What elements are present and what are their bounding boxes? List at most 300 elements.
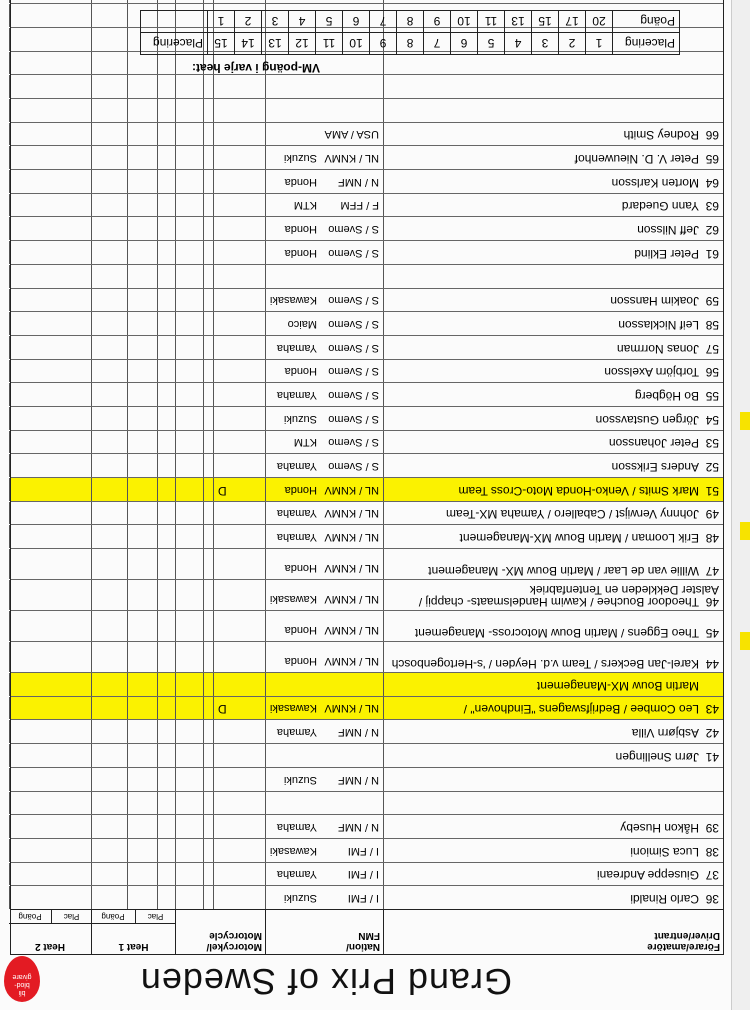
result-cell — [157, 697, 175, 720]
table-row — [11, 311, 723, 335]
mark-cell — [213, 768, 265, 791]
motorcycle: KTM — [293, 436, 317, 449]
driver-cell — [383, 478, 723, 501]
placing-cell: 3 — [532, 33, 559, 55]
driver-name: Karel-Jan Beckers / Team v.d. Heyden / 's-Hertogenbosch — [391, 657, 699, 672]
mark-cell — [213, 839, 265, 862]
driver-cell — [383, 863, 723, 886]
result-cell — [175, 383, 203, 406]
result-cell — [127, 792, 157, 815]
result-cell — [175, 289, 203, 312]
mark-cell — [213, 265, 265, 288]
result-cell — [9, 502, 91, 525]
nation-moto-cell — [265, 407, 383, 430]
result-cell — [203, 863, 213, 886]
result-cell — [91, 312, 127, 335]
result-cell — [91, 792, 127, 815]
mark-cell — [213, 99, 265, 122]
result-cell — [9, 218, 91, 241]
start-number: 37 — [705, 868, 719, 883]
start-number: 62 — [705, 223, 719, 238]
driver-cell — [383, 99, 723, 122]
table-row — [11, 838, 723, 862]
start-number: 54 — [705, 412, 719, 427]
start-number: 43 — [705, 702, 719, 717]
result-cell — [203, 218, 213, 241]
placering-end-label: Placering — [141, 33, 208, 55]
driver-name: Giuseppe Andreani — [596, 868, 699, 883]
motorcycle: Suzuki — [283, 412, 317, 425]
result-cell — [175, 194, 203, 217]
driver-name: Jørn Snellingen — [615, 749, 699, 764]
result-cell — [91, 454, 127, 477]
nation: NL / KNMV — [324, 702, 379, 715]
table-row — [11, 240, 723, 264]
nation-moto-cell — [265, 75, 383, 98]
start-number: 52 — [705, 460, 719, 475]
driver-name: Bo Högberg — [634, 389, 699, 403]
table-row — [11, 74, 723, 98]
nation-moto-cell — [265, 312, 383, 335]
motorcycle: Suzuki — [283, 892, 317, 904]
driver-cell — [383, 673, 723, 696]
driver-cell — [383, 549, 723, 579]
result-cell — [175, 265, 203, 288]
result-cell — [127, 611, 157, 641]
motorcycle: Suzuki — [283, 773, 317, 786]
table-row — [11, 288, 723, 312]
result-cell — [175, 431, 203, 454]
result-cell — [9, 673, 91, 696]
start-number: 65 — [705, 152, 719, 167]
edge-tab — [740, 632, 750, 650]
nation: S / Svemo — [328, 436, 379, 449]
result-cell — [127, 863, 157, 886]
result-cell — [157, 194, 175, 217]
driver-cell — [383, 265, 723, 288]
score-cell: 6 — [343, 11, 370, 33]
result-cell — [203, 241, 213, 264]
table-row — [11, 453, 723, 477]
result-cell — [91, 886, 127, 909]
result-cell — [91, 241, 127, 264]
nation-moto-cell — [265, 99, 383, 122]
motorcycle: Honda — [284, 655, 317, 668]
result-cell — [127, 431, 157, 454]
result-cell — [157, 52, 175, 75]
result-cell — [9, 454, 91, 477]
result-cell — [91, 549, 127, 579]
result-cell — [9, 123, 91, 146]
mark-cell — [213, 123, 265, 146]
result-cell — [175, 815, 203, 838]
nation: S / Svemo — [328, 412, 379, 425]
result-cell — [175, 863, 203, 886]
result-cell — [175, 721, 203, 744]
result-cell — [91, 4, 127, 27]
result-cell — [91, 839, 127, 862]
result-cell — [91, 502, 127, 525]
result-cell — [127, 407, 157, 430]
result-cell — [127, 312, 157, 335]
result-cell — [127, 265, 157, 288]
result-cell — [127, 289, 157, 312]
result-cell — [9, 4, 91, 27]
table-row — [11, 359, 723, 383]
table-row — [11, 169, 723, 193]
nation: S / Svemo — [328, 317, 379, 330]
red-badge-logo: bli blod- givare — [4, 956, 40, 1002]
result-cell — [175, 525, 203, 548]
header-motorcycle: Motorcykel/ Motorcycle — [175, 910, 265, 954]
start-number: 59 — [705, 294, 719, 309]
driver-cell — [383, 336, 723, 359]
result-cell — [175, 75, 203, 98]
result-cell — [91, 52, 127, 75]
table-row — [11, 579, 723, 610]
score-cell: 5 — [316, 11, 343, 33]
mark-cell — [213, 792, 265, 815]
motorcycle: Yamaha — [276, 726, 317, 739]
motorcycle: Honda — [284, 365, 317, 378]
result-cell — [127, 194, 157, 217]
mark-cell — [213, 525, 265, 548]
result-cell — [127, 886, 157, 909]
result-cell — [175, 886, 203, 909]
nation-moto-cell — [265, 792, 383, 815]
motorcycle: Honda — [284, 175, 317, 188]
nation-moto-cell — [265, 886, 383, 909]
driver-name: Willie van de Laar / Martin Bouw MX- Management — [428, 564, 699, 579]
driver-cell — [383, 611, 723, 641]
mark-cell — [213, 407, 265, 430]
result-cell — [157, 549, 175, 579]
score-cell: 10 — [451, 11, 478, 33]
driver-cell — [383, 454, 723, 477]
result-cell — [175, 146, 203, 169]
table-row — [11, 145, 723, 169]
result-cell — [91, 218, 127, 241]
result-cell — [9, 289, 91, 312]
driver-cell — [383, 697, 723, 720]
driver-cell — [383, 839, 723, 862]
placing-cell: 4 — [505, 33, 532, 55]
driver-cell — [383, 312, 723, 335]
result-cell — [9, 580, 91, 610]
result-cell — [127, 580, 157, 610]
driver-cell — [383, 289, 723, 312]
mark-cell — [213, 146, 265, 169]
driver-cell — [383, 170, 723, 193]
driver-cell — [383, 580, 723, 610]
start-number: 64 — [705, 175, 719, 190]
result-cell — [203, 768, 213, 791]
mark-cell — [213, 75, 265, 98]
result-cell — [157, 218, 175, 241]
result-cell — [9, 525, 91, 548]
result-cell — [175, 218, 203, 241]
placing-cell: 10 — [343, 33, 370, 55]
result-cell — [9, 52, 91, 75]
nation: N / NMF — [338, 773, 379, 786]
result-cell — [203, 75, 213, 98]
table-row — [11, 382, 723, 406]
nation: S / Svemo — [328, 223, 379, 236]
table-row — [11, 791, 723, 815]
driver-cell — [383, 0, 723, 3]
nation-moto-cell — [265, 241, 383, 264]
table-row — [11, 720, 723, 744]
nation: S / Svemo — [328, 365, 379, 378]
driver-name: Jonas Norrman — [616, 341, 699, 356]
table-row — [11, 122, 723, 146]
result-cell — [9, 611, 91, 641]
placering-label: Placering — [613, 33, 680, 55]
result-cell — [91, 289, 127, 312]
header-driver: Förare/amatöre Driver/entrant — [383, 910, 723, 954]
start-number: 66 — [705, 128, 719, 143]
result-cell — [127, 839, 157, 862]
edge-tab — [740, 412, 750, 430]
result-cell — [127, 768, 157, 791]
result-cell — [91, 863, 127, 886]
start-number: 44 — [705, 657, 719, 672]
result-cell — [91, 768, 127, 791]
result-cell — [9, 744, 91, 767]
result-cell — [203, 478, 213, 501]
nation-moto-cell — [265, 502, 383, 525]
nation: S / Svemo — [328, 341, 379, 354]
result-cell — [203, 0, 213, 3]
result-cell — [9, 431, 91, 454]
result-cell — [175, 839, 203, 862]
result-cell — [203, 502, 213, 525]
result-cell — [91, 146, 127, 169]
mark-cell — [213, 241, 265, 264]
result-cell — [203, 312, 213, 335]
table-row — [11, 767, 723, 791]
nation: S / Svemo — [328, 294, 379, 307]
score-cell: 20 — [586, 11, 613, 33]
result-cell — [9, 170, 91, 193]
table-row — [11, 477, 723, 501]
table-row — [11, 696, 723, 720]
result-cell — [9, 863, 91, 886]
result-cell — [157, 580, 175, 610]
result-cell — [175, 642, 203, 672]
nation: NL / KNMV — [324, 655, 379, 668]
nation-moto-cell — [265, 146, 383, 169]
result-cell — [91, 28, 127, 51]
driver-cell — [383, 75, 723, 98]
driver-cell — [383, 886, 723, 909]
result-cell — [203, 815, 213, 838]
nation-moto-cell — [265, 673, 383, 696]
driver-cell — [383, 123, 723, 146]
motorcycle: Suzuki — [283, 152, 317, 165]
placing-cell: 6 — [451, 33, 478, 55]
motorcycle: KTM — [293, 199, 317, 212]
mark-cell — [213, 431, 265, 454]
driver-name: Theodoor Bouchee / Kawim Handelsmaats- chappij / Aalster Dekkleden en Tentenfabriek — [418, 583, 719, 610]
result-cell — [175, 312, 203, 335]
driver-cell — [383, 792, 723, 815]
result-cell — [91, 265, 127, 288]
table-row — [11, 610, 723, 641]
start-number: 56 — [705, 365, 719, 380]
result-cell — [157, 407, 175, 430]
result-cell — [127, 697, 157, 720]
driver-name: Peter Eklind — [634, 246, 699, 261]
motorcycle: Yamaha — [276, 507, 317, 520]
nation: I / FMI — [347, 868, 379, 881]
result-cell — [91, 75, 127, 98]
result-cell — [157, 431, 175, 454]
result-cell — [157, 611, 175, 641]
mark-cell — [213, 218, 265, 241]
result-cell — [91, 336, 127, 359]
result-cell — [175, 697, 203, 720]
nation-moto-cell — [265, 289, 383, 312]
mark-cell — [213, 0, 265, 3]
result-cell — [9, 312, 91, 335]
header-heat1: Heat 1 Plac Poäng — [91, 910, 175, 954]
start-number: 48 — [705, 531, 719, 546]
result-cell — [203, 146, 213, 169]
result-cell — [91, 525, 127, 548]
motorcycle: Honda — [284, 624, 317, 637]
nation-moto-cell — [265, 194, 383, 217]
result-cell — [175, 454, 203, 477]
driver-name: Håkon Huseby — [620, 820, 699, 835]
motorcycle: Honda — [284, 246, 317, 259]
driver-name: Peter V. D. Nieuwenhof — [574, 152, 699, 167]
result-cell — [157, 721, 175, 744]
result-cell — [157, 454, 175, 477]
nation-moto-cell — [265, 0, 383, 3]
result-cell — [175, 502, 203, 525]
result-cell — [91, 815, 127, 838]
placing-cell: 8 — [397, 33, 424, 55]
result-cell — [9, 28, 91, 51]
nation-moto-cell — [265, 839, 383, 862]
placing-cell: 5 — [478, 33, 505, 55]
placing-cell: 14 — [235, 33, 262, 55]
result-cell — [127, 744, 157, 767]
driver-cell — [383, 815, 723, 838]
result-cell — [91, 360, 127, 383]
driver-name: Rodney Smith — [623, 128, 699, 143]
score-cell: 9 — [424, 11, 451, 33]
nation-moto-cell — [265, 863, 383, 886]
result-cell — [157, 502, 175, 525]
nation-moto-cell — [265, 580, 383, 610]
nation: NL / KNMV — [324, 624, 379, 637]
result-cell — [203, 549, 213, 579]
driver-name: Peter Johansson — [608, 436, 699, 451]
result-cell — [175, 241, 203, 264]
result-cell — [9, 642, 91, 672]
result-cell — [203, 792, 213, 815]
result-cell — [157, 241, 175, 264]
result-cell — [127, 0, 157, 3]
result-cell — [91, 580, 127, 610]
result-cell — [203, 642, 213, 672]
start-number: 41 — [705, 749, 719, 764]
result-cell — [157, 123, 175, 146]
placing-cell: 9 — [370, 33, 397, 55]
motorcycle: Kawasaki — [269, 294, 317, 307]
result-cell — [9, 265, 91, 288]
driver-cell — [383, 721, 723, 744]
header-nation: Nation/ FMN — [265, 910, 383, 954]
header-heat2: Heat 2 Plac Poäng — [9, 910, 91, 954]
edge-tab — [740, 522, 750, 540]
result-cell — [9, 194, 91, 217]
nation: I / FMI — [347, 892, 379, 904]
driver-name: Morten Karlsson — [611, 175, 699, 190]
driver-cell — [383, 52, 723, 75]
nation-moto-cell — [265, 721, 383, 744]
result-cell — [175, 99, 203, 122]
table-row — [11, 501, 723, 525]
result-cell — [157, 170, 175, 193]
driver-cell — [383, 642, 723, 672]
result-cell — [91, 697, 127, 720]
result-cell — [157, 478, 175, 501]
result-cell — [91, 99, 127, 122]
result-cell — [127, 478, 157, 501]
motorcycle: Kawasaki — [269, 844, 317, 857]
driver-name: Theo Eggens / Martin Bouw Motocross- Management — [414, 626, 699, 641]
placing-cell: 1 — [586, 33, 613, 55]
score-cell: 7 — [370, 11, 397, 33]
nation-moto-cell — [265, 478, 383, 501]
result-cell — [203, 265, 213, 288]
mark-cell — [213, 642, 265, 672]
result-cell — [203, 99, 213, 122]
result-cell — [157, 265, 175, 288]
result-cell — [9, 839, 91, 862]
score-cell: 1 — [208, 11, 235, 33]
start-number: 57 — [705, 341, 719, 356]
start-number: 36 — [705, 892, 719, 906]
score-cell: 17 — [559, 11, 586, 33]
start-number: 47 — [705, 564, 719, 579]
placing-cell: 12 — [289, 33, 316, 55]
mark-cell — [213, 360, 265, 383]
motorcycle: Honda — [284, 223, 317, 236]
start-number: 49 — [705, 507, 719, 522]
result-cell — [127, 52, 157, 75]
result-cell — [127, 642, 157, 672]
result-cell — [203, 886, 213, 909]
motorcycle: Honda — [284, 483, 317, 496]
result-cell — [175, 580, 203, 610]
score-cell: 4 — [289, 11, 316, 33]
result-cell — [157, 673, 175, 696]
result-cell — [157, 360, 175, 383]
motorcycle: Yamaha — [276, 820, 317, 833]
result-cell — [203, 123, 213, 146]
motorcycle: Yamaha — [276, 389, 317, 401]
result-cell — [9, 407, 91, 430]
nation-moto-cell — [265, 768, 383, 791]
result-cell — [157, 99, 175, 122]
start-number: 55 — [705, 389, 719, 403]
result-cell — [203, 839, 213, 862]
result-cell — [91, 194, 127, 217]
